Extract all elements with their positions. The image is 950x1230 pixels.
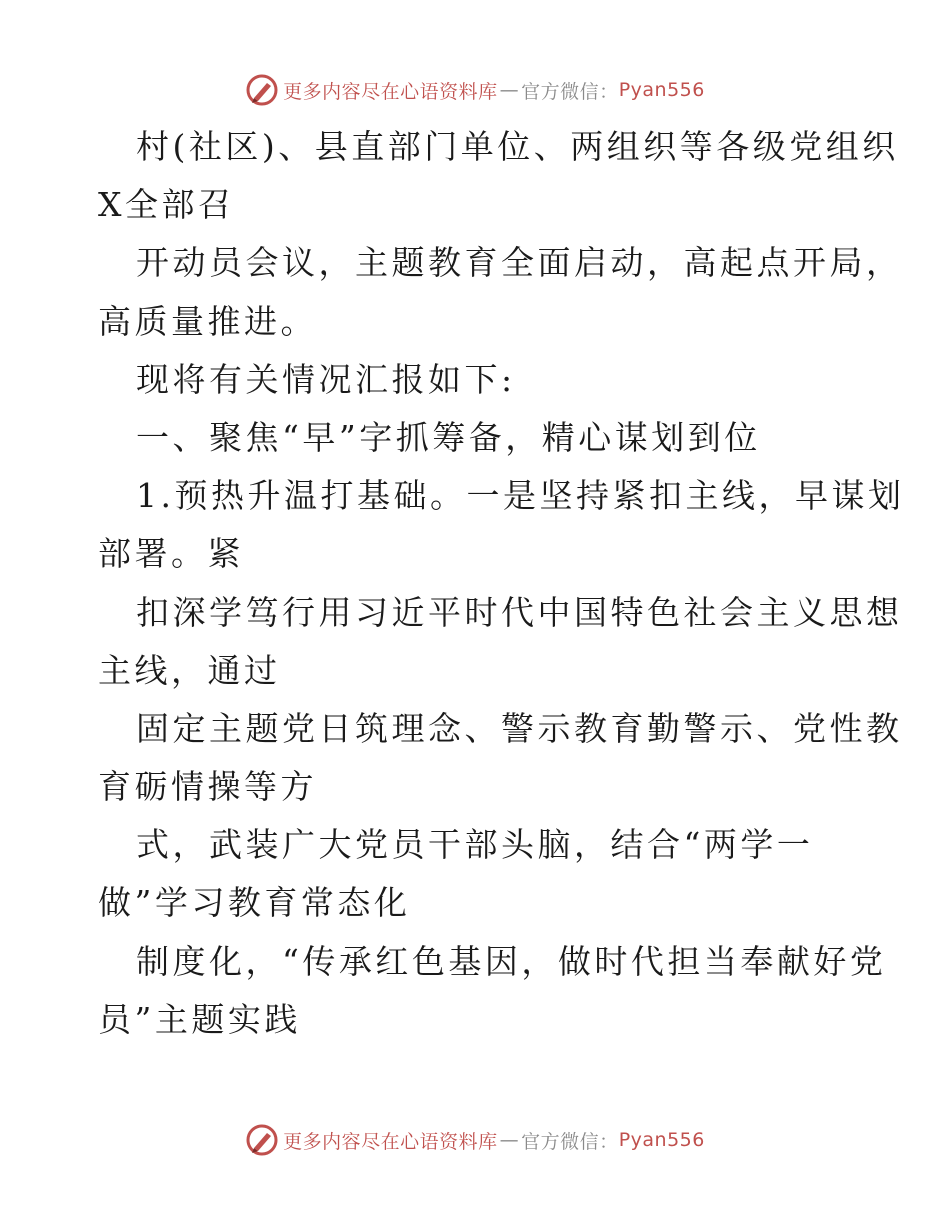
watermark-brand: 更多内容尽在心语资料库 — [283, 1130, 498, 1153]
text-line: 员”主题实践 — [98, 999, 301, 1039]
text-line: 现将有关情况汇报如下: — [136, 359, 516, 399]
text-line: X全部召 — [98, 185, 235, 225]
text-line: 做”学习教育常态化 — [98, 883, 411, 923]
text-line: 开动员会议，主题教育全面启动，高起点开局， — [136, 243, 903, 283]
pen-in-circle-icon — [245, 73, 279, 107]
watermark-account: Pyan556 — [618, 1129, 705, 1151]
pen-in-circle-icon — [245, 1123, 279, 1157]
text-line: 扣深学笃行用习近平时代中国特色社会主义思想 — [136, 592, 903, 632]
text-line: 部署。紧 — [98, 534, 244, 574]
watermark-account: Pyan556 — [618, 79, 705, 101]
document-body — [98, 118, 905, 1049]
watermark-label: 官方微信： — [521, 80, 619, 103]
text-line: 固定主题党日筑理念、警示教育勤警示、党性教 — [136, 708, 903, 748]
text-line: 育砺情操等方 — [98, 767, 317, 807]
watermark-dash: — — [499, 79, 520, 101]
header-watermark — [0, 70, 950, 110]
text-line: 制度化，“传承红色基因，做时代担当奉献好党 — [136, 941, 887, 981]
watermark-brand: 更多内容尽在心语资料库 — [283, 80, 498, 103]
footer-watermark — [0, 1120, 950, 1160]
text-line: 1.预热升温打基础。一是坚持紧扣主线，早谋划 — [136, 476, 905, 516]
text-line: 式，武装广大党员干部头脑，结合“两学一 — [136, 825, 814, 865]
text-line: 高质量推进。 — [98, 301, 317, 341]
text-line: 村(社区)、县直部门单位、两组织等各级党组织 — [136, 127, 899, 166]
text-line: 主线，通过 — [98, 650, 281, 690]
watermark-label: 官方微信： — [521, 1130, 619, 1153]
watermark-dash: — — [499, 1129, 520, 1151]
text-line: 一、聚焦“早”字抓筹备，精心谋划到位 — [136, 417, 761, 457]
